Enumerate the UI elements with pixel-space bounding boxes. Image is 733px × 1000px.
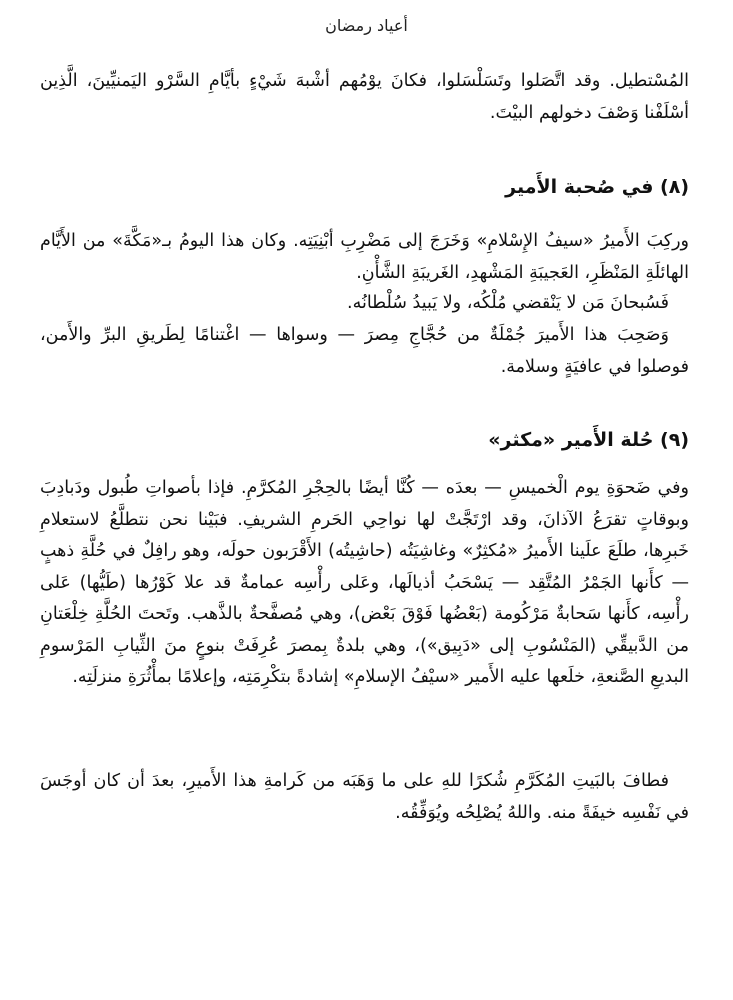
section-heading: (٨) في صُحبة الأَمير: [505, 176, 689, 198]
intro-paragraph: المُسْتطيل. وقد اتَّصَلوا وتَسَلْسَلوا، فكانَ يوْمُهم أشْبهَ شَيْءٍ بأيَّامِ السَّرْو اليَمنيِّينَ، الَّذِين أسْلَفْنا وَصْفَ دخولهم البيْتَ.: [40, 71, 689, 123]
section-heading: (٩) حُلة الأَمير «مكثر»: [488, 429, 689, 451]
paragraph: فطافَ بالبَيتِ المُكَرَّمِ شُكرًا للهِ على ما وَهَبَه من كَرامةِ هذا الأَميرِ، بعدَ أن كان أوجَسَ في نَفْسِه خيفَةً منه. واللهُ يُصْلِحُه ويُوَفِّقُه.: [40, 771, 689, 823]
running-head: أعياد رمضان: [325, 16, 408, 35]
paragraph: فَسُبحانَ مَن لا يَنْقضي مُلْكُه، ولا يَبيدُ سُلْطانُه.: [347, 293, 669, 313]
paragraph: وَصَحِبَ هذا الأَميرَ جُمْلَةٌ من حُجَّاجِ مِصرَ — وسواها — اغْتنامًا لِطَريقِ البرِّ والأَمن، فوصلوا في عافيَةٍ وسلامة.: [40, 325, 689, 377]
paragraph: وركِبَ الأَميرُ «سيفُ الإِسْلامِ» وَخَرَجَ إلى مَضْرِبِ أبْنِيَتِه. وكان هذا اليومُ بـ«مَكَّةَ» من الأَيَّام الهائلَةِ المَنْظَرِ، العَجيبَةِ المَشْهدِ، الغَريبَةِ الشَّأْنِ.: [40, 231, 689, 283]
paragraph: وفي ضَحوَةِ يوم الْخميسِ — بعدَه — كُنَّا أيضًا بالحِجْرِ المُكرَّمِ. فإذا بأصواتِ طُبول ودَبادِبَ وبوقاتٍ تقرَعُ الآذانَ، وقد ارْتَجَّتْ لها نواحِي الحَرمِ الشريفِ. فبَيْنا نحن نتطلَّعُ لاستعلامِ خَبرِها، طلَعَ علَينا الأَميرُ «مُكثِرٌ» وغاشِيَتُه (حاشِيتُه) الأَقْرَبون حولَه، وهو رافِلٌ في حُلَّةِ ذهبٍ — كأَنها الجَمْرُ المُتَّقِد — يَسْحَبُ أذيالَها، وعَلى رأْسِه عمامةٌ قد علا كَوْرُها (طَيُّها) عَلى رأْسِه، كأَنها سَحابةٌ مَرْكُومة (بَعْضُها فَوْقَ بَعْض)، وهي مُصفَّحةٌ بالذَّهب. وتَحتَ الحُلَّةِ خِلْعَتانِ من الدَّبيقِّي (المَنْسُوبِ إلى «دَبِيق»)، وهي بلدةٌ بِمصرَ عُرِفَتْ بنوعٍ منَ الثِّيابِ المَرْسومِ البديعِ الصَّنعةِ، خلَعها عليه الأَمير «سيْفُ الإسلامِ» إشادةً بتكْرِمَتِه، وإعلامًا بمأْثُرَةِ منزلَتِه.: [40, 478, 689, 687]
